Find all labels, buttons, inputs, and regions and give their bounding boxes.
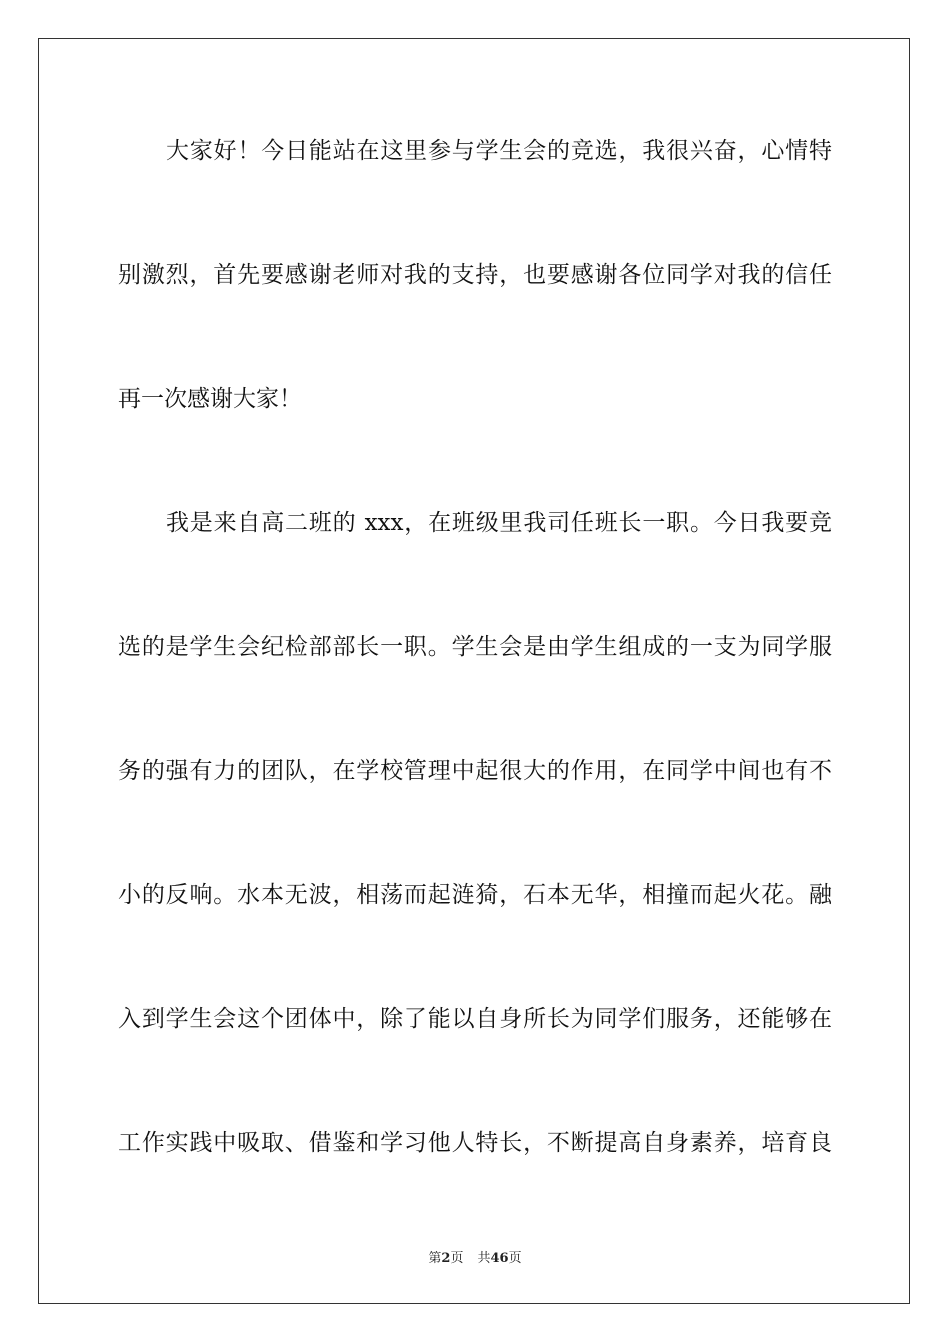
text-line: 我是来自高二班的 xxx，在班级里我司任班长一职。今日我要竞 bbox=[166, 510, 832, 536]
page-prefix: 第 bbox=[428, 1251, 442, 1266]
document-body bbox=[118, 126, 832, 1242]
text-line: 入到学生会这个团体中，除了能以自身所长为同学们服务，还能够在 bbox=[118, 1006, 832, 1032]
text-line: 选的是学生会纪检部部长一职。学生会是由学生组成的一支为同学服 bbox=[118, 634, 832, 660]
total-prefix: 共 bbox=[477, 1251, 491, 1266]
text-line: 小的反响。水本无波，相荡而起涟猗，石本无华，相撞而起火花。融 bbox=[118, 882, 832, 908]
text-line: 工作实践中吸取、借鉴和学习他人特长，不断提高自身素养，培育良 bbox=[118, 1130, 832, 1156]
page-number: 2 bbox=[441, 1251, 451, 1266]
page-suffix: 页 bbox=[450, 1251, 464, 1266]
total-suffix: 页 bbox=[508, 1251, 522, 1266]
total-pages: 46 bbox=[490, 1251, 509, 1266]
text-line: 务的强有力的团队，在学校管理中起很大的作用，在同学中间也有不 bbox=[118, 758, 832, 784]
text-line: 再一次感谢大家！ bbox=[118, 386, 302, 412]
page-footer bbox=[0, 1247, 950, 1266]
text-line: 别激烈，首先要感谢老师对我的支持，也要感谢各位同学对我的信任 bbox=[118, 262, 832, 288]
text-line: 大家好！今日能站在这里参与学生会的竞选，我很兴奋，心情特 bbox=[166, 138, 832, 164]
